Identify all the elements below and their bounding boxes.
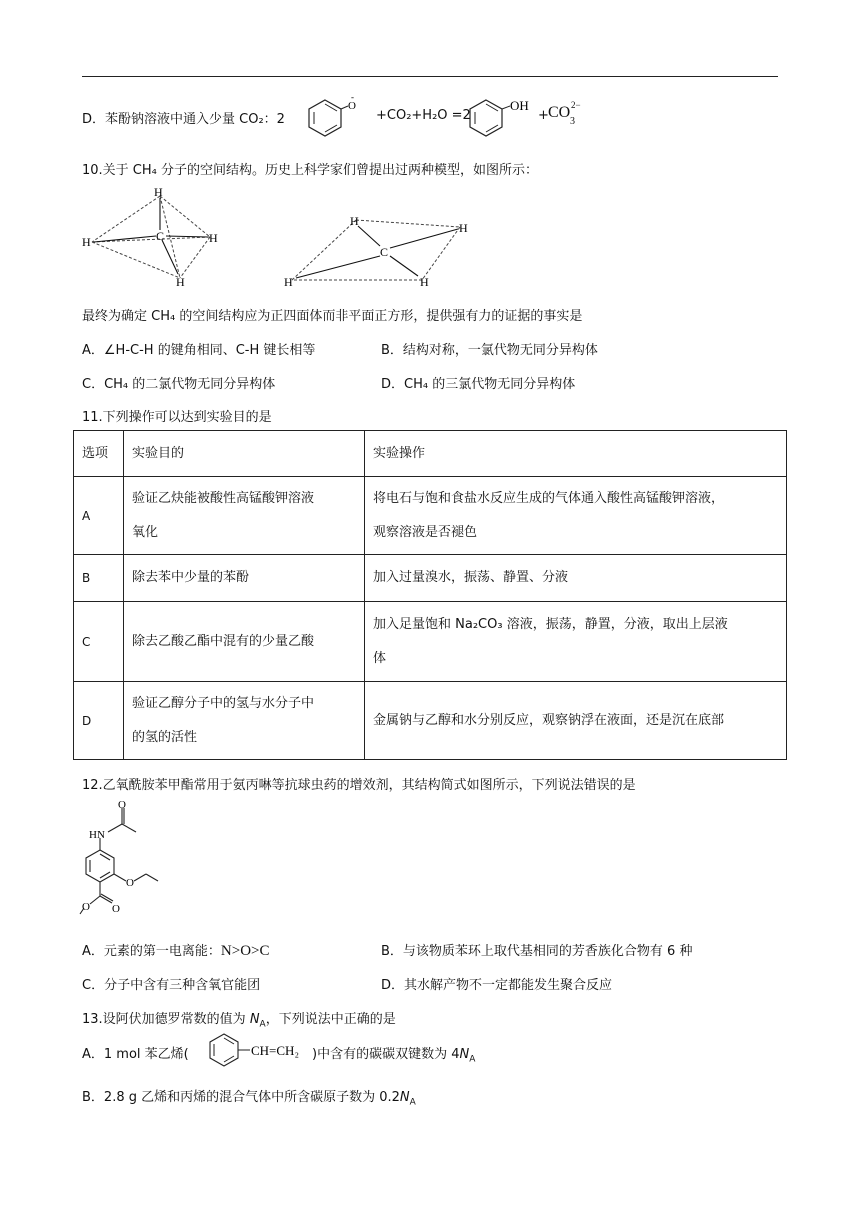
header-operation: 实验操作	[365, 431, 787, 477]
planar-h-left: H	[284, 275, 293, 289]
tetra-h-right: H	[209, 231, 218, 245]
q10-option-c: C．CH₄ 的二氯代物无同分异构体	[82, 377, 276, 392]
header-rule	[82, 76, 778, 77]
q9-option-d-prefix: D．苯酚钠溶液中通入少量 CO₂：2	[82, 112, 285, 127]
q12-option-d: D．其水解产物不一定都能发生聚合反应	[381, 978, 613, 993]
q10-option-a: A．∠H-C-H 的键角相同、C-H 键长相等	[82, 343, 316, 358]
phenoxide-charge: -	[351, 92, 354, 102]
row-operation: 加入足量饱和 Na₂CO₃ 溶液，振荡，静置，分液，取出上层液 体	[365, 602, 787, 682]
co3-superscript: 2−	[571, 100, 581, 110]
phenoxide-structure	[295, 92, 357, 138]
planar-c: C	[380, 245, 389, 259]
q10-question: 最终为确定 CH₄ 的空间结构应为正四面体而非平面正方形，提供强有力的证据的事实是	[82, 309, 583, 324]
tetra-h-bottom: H	[176, 275, 185, 289]
planar-h-right: H	[459, 221, 468, 235]
co3-formula: CO	[548, 104, 571, 121]
tetra-c: C	[156, 229, 165, 243]
q12-option-b: B．与该物质苯环上取代基相同的芳香族化合物有 6 种	[381, 944, 693, 959]
header-option: 选项	[74, 431, 124, 477]
table-row	[74, 477, 787, 555]
q12-option-a: A．元素的第一电离能：N>O>C	[82, 943, 270, 959]
table-row	[74, 555, 787, 602]
row-purpose: 除去苯中少量的苯酚	[124, 555, 365, 602]
row-purpose: 验证乙炔能被酸性高锰酸钾溶液 氧化	[124, 477, 365, 555]
row-purpose: 验证乙醇分子中的氢与水分子中 的氢的活性	[124, 682, 365, 760]
row-purpose: 除去乙酸乙酯中混有的少量乙酸	[124, 602, 365, 682]
q13-stem: 13.设阿伏加德罗常数的值为 $N_A$，下列说法中正确的是	[82, 1012, 396, 1030]
phenoxide-o-label: O	[348, 100, 356, 112]
planar-h-top: H	[350, 214, 359, 228]
q13-option-b: B．2.8 g 乙烯和丙烯的混合气体中所含碳原子数为 $0.2N_A$	[82, 1090, 416, 1108]
ether-o-label: O	[126, 877, 134, 889]
styrene-vinyl-label: CH=CH₂	[251, 1043, 299, 1058]
q13-option-a-suffix: )中含有的碳碳双键数为 $4N_A$	[312, 1047, 476, 1065]
q12-option-c: C．分子中含有三种含氧官能团	[82, 978, 261, 993]
phenol-structure	[460, 92, 538, 138]
q10-stem: 10.关于 CH₄ 分子的空间结构。历史上科学家们曾提出过两种模型，如图所示：	[82, 163, 539, 178]
table-row	[74, 602, 787, 682]
ester-carbonyl-o-label: O	[112, 903, 120, 915]
tetra-h-left: H	[82, 235, 91, 249]
tetrahedral-model	[80, 182, 230, 290]
table-header-row	[74, 431, 787, 477]
row-option: A	[74, 477, 124, 555]
phenol-oh-label: OH	[510, 98, 529, 113]
planar-h-bottom: H	[420, 275, 429, 289]
ethopabate-structure	[78, 798, 188, 930]
row-option: B	[74, 555, 124, 602]
q10-option-b: B．结构对称，一氯代物无同分异构体	[381, 343, 598, 358]
row-operation: 加入过量溴水，振荡、静置、分液	[365, 555, 787, 602]
carbonyl-o-label: O	[118, 799, 126, 811]
q12-stem: 12.乙氧酰胺苯甲酯常用于氨丙啉等抗球虫药的增效剂，其结构简式如图所示，下列说法错误的是	[82, 778, 636, 793]
row-operation: 金属钠与乙醇和水分别反应，观察钠浮在液面，还是沉在底部	[365, 682, 787, 760]
co3-subscript: 3	[570, 116, 575, 127]
experiment-table	[73, 430, 787, 760]
row-option: C	[74, 602, 124, 682]
q11-stem: 11.下列操作可以达到实验目的是	[82, 410, 272, 425]
q13-option-a: A．1 mol 苯乙烯(	[82, 1047, 189, 1062]
styrene-structure	[204, 1030, 314, 1070]
table-row	[74, 682, 787, 760]
q10-option-d: D．CH₄ 的三氯代物无同分异构体	[381, 377, 576, 392]
ester-o-label: O	[82, 901, 90, 913]
q9-option-d-middle: +CO₂+H₂O =2	[376, 108, 471, 123]
header-purpose: 实验目的	[124, 431, 365, 477]
row-operation: 将电石与饱和食盐水反应生成的气体通入酸性高锰酸钾溶液， 观察溶液是否褪色	[365, 477, 787, 555]
q9-option-d-plus: +	[538, 108, 549, 123]
square-planar-model	[280, 212, 475, 292]
hn-label: HN	[89, 829, 105, 841]
row-option: D	[74, 682, 124, 760]
tetra-h-top: H	[154, 185, 163, 199]
